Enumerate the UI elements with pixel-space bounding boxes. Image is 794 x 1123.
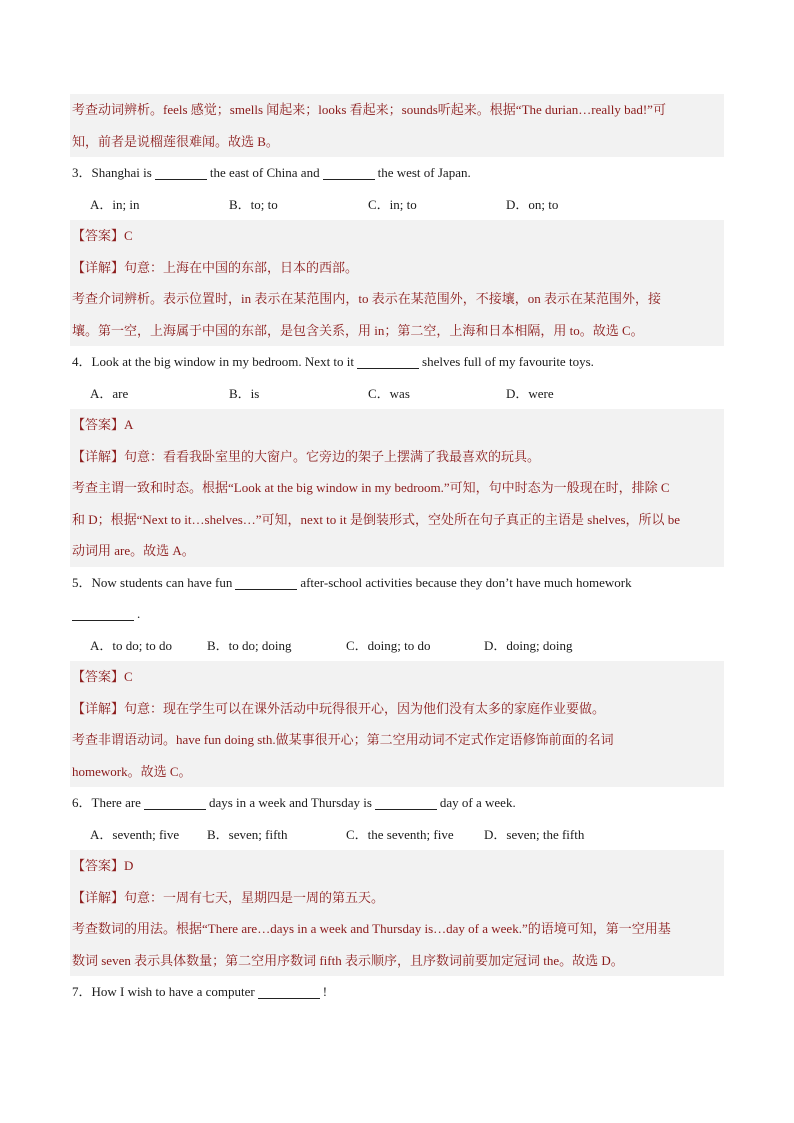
question-number: 4．	[72, 354, 92, 369]
explanation-line: 考查介词辨析。表示位置时，in 表示在某范围内，to 表示在某范围外，不接壤，on 表示在某范围外，接	[70, 283, 724, 315]
option-c: C．doing; to do	[346, 637, 431, 653]
answer-box	[70, 409, 724, 441]
question-5-options	[70, 630, 724, 662]
detail-text: 句意：现在学生可以在课外活动中玩得很开心，因为他们没有太多的家庭作业要做。	[124, 700, 606, 716]
explanation-line: 动词用 are。故选 A。	[70, 535, 724, 567]
q2-explanation-line-1: 考查动词辨析。feels 感觉；smells 闻起来；looks 看起来；sounds听起来。根据“The durian…really bad!”可	[70, 94, 724, 126]
question-7	[70, 976, 724, 1008]
option-b: B．seven; fifth	[207, 826, 288, 842]
worksheet-page	[70, 94, 724, 1008]
question-5-continued	[70, 598, 724, 630]
explanation-line: 数词 seven 表示具体数量；第二空用序数词 fifth 表示顺序，且序数词前要加定冠词 the。故选 D。	[70, 945, 724, 977]
answer-blank	[155, 165, 207, 180]
question-text: day of a week.	[439, 795, 516, 810]
explanation-line: 考查数词的用法。根据“There are…days in a week and Thursday is…day of a week.”的语境可知，第一空用基	[70, 913, 724, 945]
option-d: D．on; to	[506, 196, 559, 212]
question-6-options	[70, 819, 724, 851]
answer-box	[70, 220, 724, 252]
question-number: 3．	[72, 165, 92, 180]
explanation-line: homework。故选 C。	[70, 756, 724, 788]
answer-blank	[144, 795, 206, 810]
detail-tag: 【详解】	[72, 448, 125, 464]
question-3	[70, 157, 724, 189]
detail-text: 句意：一周有七天，星期四是一周的第五天。	[124, 889, 385, 905]
answer-blank	[235, 575, 297, 590]
answer-box	[70, 850, 724, 882]
option-a: A．to do; to do	[90, 637, 172, 653]
option-a: A．seventh; five	[90, 826, 180, 842]
answer-value: A	[124, 417, 134, 432]
answer-blank	[323, 165, 375, 180]
question-text: Shanghai is	[91, 165, 152, 180]
q2-explanation-line-2: 知，前者是说榴莲很难闻。故选 B。	[70, 126, 724, 158]
option-b: B．to; to	[229, 196, 278, 212]
option-a: A．are	[90, 385, 129, 401]
detail-box	[70, 441, 724, 473]
question-text: Now students can have fun	[91, 574, 233, 590]
option-c: C．in; to	[368, 196, 417, 212]
question-3-options	[70, 189, 724, 221]
question-text: the west of Japan.	[377, 165, 471, 180]
answer-tag: 【答案】	[72, 228, 125, 243]
question-text: !	[322, 984, 328, 999]
answer-value: D	[124, 858, 134, 873]
question-text: after-school activities because they don’t have much homework	[300, 574, 632, 590]
question-number: 6．	[72, 795, 92, 810]
option-d: D．seven; the fifth	[484, 826, 585, 842]
detail-tag: 【详解】	[72, 259, 125, 275]
question-5	[70, 567, 724, 599]
option-c: C．was	[368, 385, 410, 401]
answer-box	[70, 661, 724, 693]
question-text: days in a week and Thursday is	[208, 795, 372, 810]
detail-box	[70, 693, 724, 725]
question-text: Look at the big window in my bedroom. Next to it	[91, 354, 355, 369]
explanation-line: 和 D；根据“Next to it…shelves…”可知，next to it 是倒装形式，空处所在句子真正的主语是 shelves，所以 be	[70, 504, 724, 536]
answer-blank	[258, 984, 320, 999]
option-b: B．to do; doing	[207, 637, 292, 653]
detail-text: 句意：上海在中国的东部，日本的西部。	[124, 259, 359, 275]
answer-blank	[375, 795, 437, 810]
answer-tag: 【答案】	[72, 417, 125, 432]
option-d: D．were	[506, 385, 554, 401]
explanation-line: 壤。第一空，上海属于中国的东部，是包含关系，用 in；第二空，上海和日本相隔，用 to。故选 C。	[70, 315, 724, 347]
question-text: There are	[91, 795, 141, 810]
option-a: A．in; in	[90, 196, 140, 212]
question-text: How I wish to have a computer	[91, 984, 255, 999]
answer-tag: 【答案】	[72, 669, 125, 684]
answer-blank	[357, 354, 419, 369]
answer-value: C	[124, 669, 133, 684]
question-4-options	[70, 378, 724, 410]
answer-value: C	[124, 228, 133, 243]
detail-tag: 【详解】	[72, 889, 125, 905]
question-number: 5．	[72, 574, 92, 590]
option-c: C．the seventh; five	[346, 826, 454, 842]
detail-box	[70, 252, 724, 284]
detail-tag: 【详解】	[72, 700, 125, 716]
explanation-line: 考查非谓语动词。have fun doing sth.做某事很开心；第二空用动词不定式作定语修饰前面的名词	[70, 724, 724, 756]
question-number: 7．	[72, 984, 92, 999]
option-b: B．is	[229, 385, 260, 401]
detail-text: 句意：看看我卧室里的大窗户。它旁边的架子上摆满了我最喜欢的玩具。	[124, 448, 541, 464]
question-text: .	[137, 606, 141, 621]
answer-tag: 【答案】	[72, 858, 125, 873]
explanation-line: 考查主谓一致和时态。根据“Look at the big window in my bedroom.”可知，句中时态为一般现在时，排除 C	[70, 472, 724, 504]
question-4	[70, 346, 724, 378]
answer-blank	[72, 606, 134, 621]
question-6	[70, 787, 724, 819]
option-d: D．doing; doing	[484, 637, 573, 653]
detail-box	[70, 882, 724, 914]
question-text: shelves full of my favourite toys.	[422, 354, 594, 369]
question-text: the east of China and	[209, 165, 320, 180]
